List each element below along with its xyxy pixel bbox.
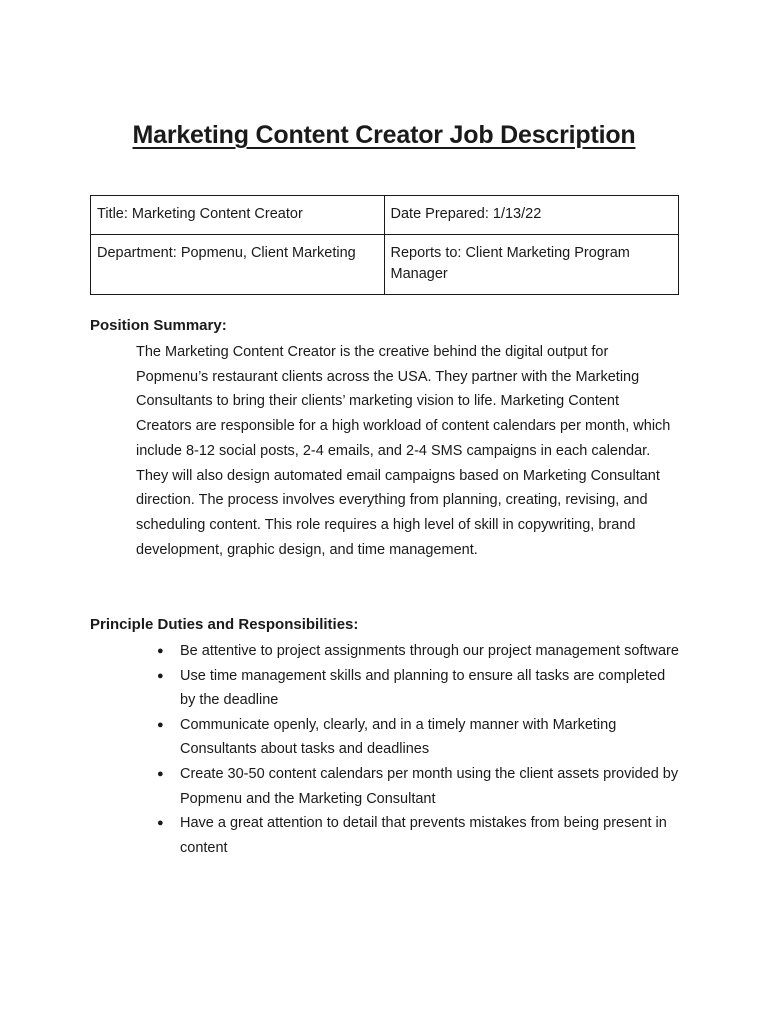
list-item bbox=[136, 664, 681, 713]
position-summary-text: The Marketing Content Creator is the creative behind the digital output for Popmenu’s restaurant clients across the USA. They partner with the Marketing Consultants to bring their clients’ marketing vision to life. Marketing Content Creators are responsible for a high workload of content calendars per month, which include 8-12 social posts, 2-4 emails, and 2-4 SMS campaigns in each calendar. They will also design automated email campaigns based on Marketing Consultant direction. The process involves everything from planning, creating, revising, and scheduling content. This role requires a high level of skill in copywriting, brand development, graphic design, and time management. bbox=[136, 344, 671, 558]
job-info-table bbox=[90, 195, 679, 295]
duty-text: Be attentive to project assignments through our project management software bbox=[180, 643, 679, 659]
bullet-icon: ● bbox=[157, 645, 164, 657]
list-item bbox=[136, 639, 681, 664]
list-item bbox=[136, 762, 681, 811]
list-item bbox=[136, 811, 681, 860]
duty-text: Communicate openly, clearly, and in a timely manner with Marketing Consultants about tasks and deadlines bbox=[180, 716, 617, 758]
bullet-icon: ● bbox=[157, 669, 164, 682]
document-title: Marketing Content Creator Job Description bbox=[132, 121, 636, 149]
position-summary-heading: Position Summary: bbox=[90, 317, 227, 334]
reports-to-cell: Reports to: Client Marketing Program Manager bbox=[384, 235, 678, 295]
duties-heading: Principle Duties and Responsibilities: bbox=[90, 616, 359, 633]
duty-text: Have a great attention to detail that prevents mistakes from being present in content bbox=[180, 815, 667, 856]
bullet-icon: ● bbox=[157, 718, 164, 731]
bullet-icon: ● bbox=[157, 767, 164, 780]
table-row bbox=[91, 235, 679, 295]
duties-list bbox=[136, 639, 681, 860]
date-prepared-cell: Date Prepared: 1/13/22 bbox=[384, 196, 678, 235]
job-title-cell: Title: Marketing Content Creator bbox=[91, 196, 385, 235]
department-cell: Department: Popmenu, Client Marketing bbox=[91, 235, 385, 295]
bullet-icon: ● bbox=[157, 817, 164, 830]
duty-text: Create 30-50 content calendars per month using the client assets provided by Popmenu and the Marketing Consultant bbox=[180, 765, 679, 807]
table-row bbox=[91, 196, 679, 235]
duty-text: Use time management skills and planning to ensure all tasks are completed by the deadline bbox=[180, 667, 666, 709]
list-item bbox=[136, 713, 681, 762]
